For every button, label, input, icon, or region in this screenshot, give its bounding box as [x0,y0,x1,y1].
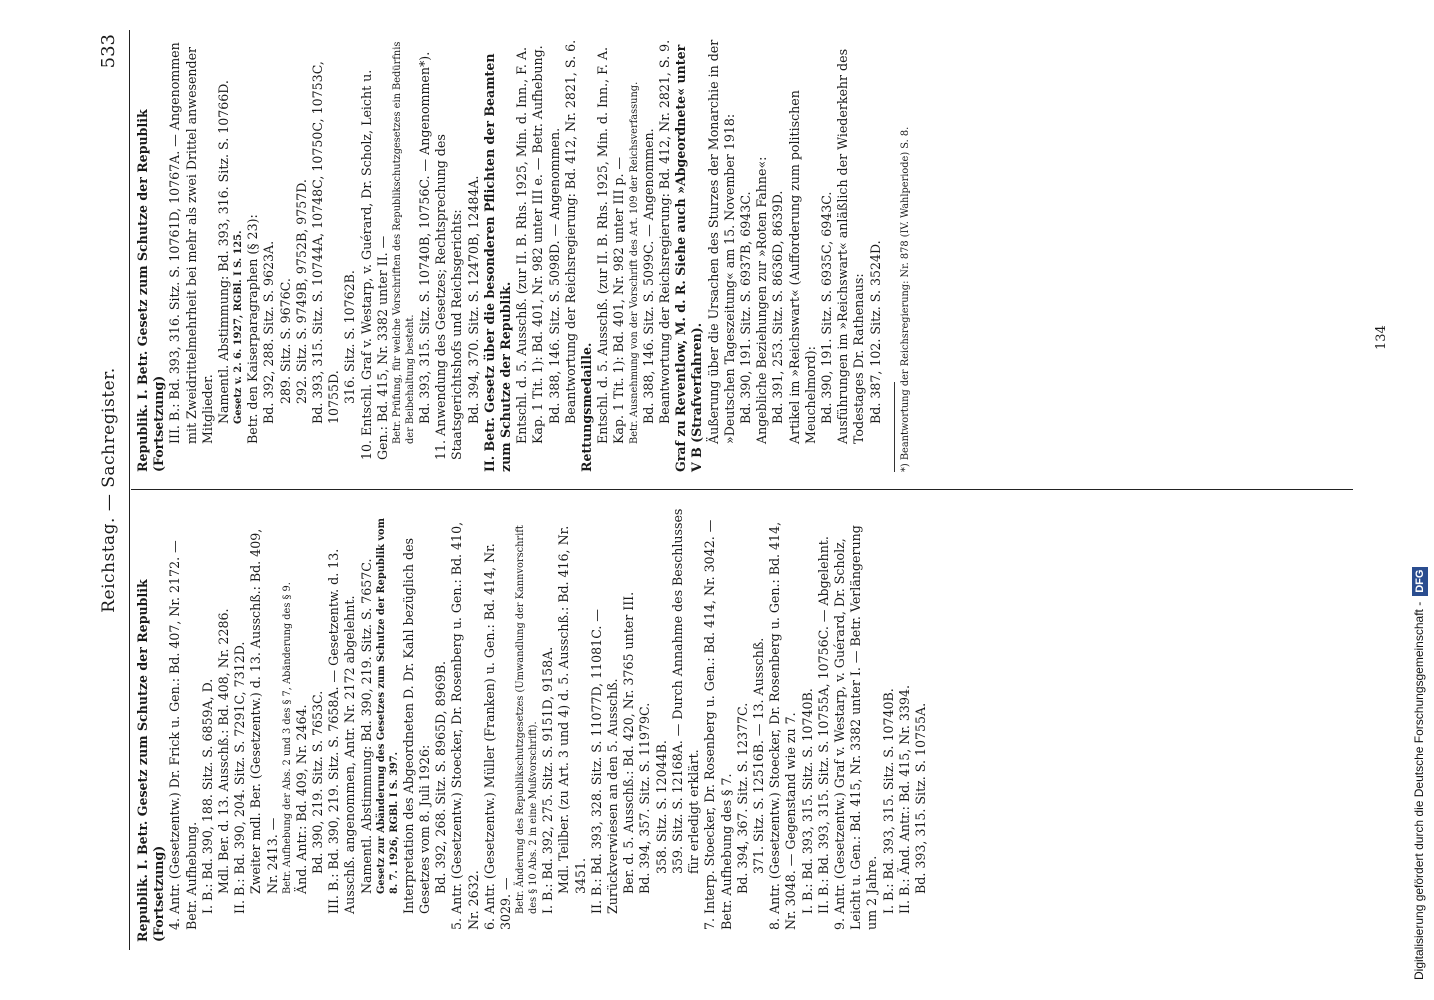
register-entry: 7. Interp. Stoecker, Dr. Rosenberg u. Gen.: Bd. 414, Nr. 3042. — Betr. Aufhebung des § 7. [702,519,734,930]
register-entry: Betr. Prüfung, für welche Vorschriften des Republikschutzgesetzes ein Bedürfnis der Beibehaltung besteht. [392,41,417,444]
register-entry: 11. Anwendung des Gesetzes; Rechtsprechung des Staatsgerichtshofs und Reichsgerichts: [433,134,465,460]
register-entry: II. Betr. Gesetz über die besonderen Pflichten der Beamten zum Schutze der Republik. [481,53,514,472]
credit-text: Digitalisierung gefördert durch die Deutsche Forschungsgemeinschaft - [1412,601,1426,980]
register-entry: 6. Antr. (Gesetzentw.) Müller (Franken) u. Gen.: Bd. 414, Nr. 3029. — [481,543,514,930]
register-entry: Graf zu Reventlow, M. d. R. Siehe auch »Abgeordnete« unter V B (Strafverfahren). [673,44,705,472]
register-entry: 292. Sitz. S. 9749B, 9752B, 9757D. [293,179,309,404]
register-entry: Bd. 394, 370. Sitz. S. 12470B, 12484A. [465,175,481,424]
register-entry: I. B.: Bd. 393, 315. Sitz. S. 10740B. [799,688,815,914]
register-entry: Namentl. Abstimmung: Bd. 393, 316. Sitz. S. 10766D. [216,80,232,424]
register-entry: Beantwortung der Reichsregierung: Bd. 412, Nr. 2821, S. 9. [656,39,672,424]
digitization-credit [1405,0,1433,980]
register-entry: Gesetz v. 2. 6. 1927, RGBl. I S. 125. [233,230,245,424]
register-entry: II. B.: Bd. 390, 204. Sitz. S. 7291C, 7312D. [232,641,248,914]
register-entry: 5. Antr. (Gesetzentw.) Stoecker, Dr. Rosenberg u. Gen.: Bd. 410, Nr. 2632. [449,521,481,930]
register-entry: Bd. 393, 315. Sitz. S. 10740B, 10756C. — Angenommen*). [417,51,433,424]
page-header [95,30,123,950]
register-entry: 10. Entschl. Graf v. Westarp, v. Guérard, Dr. Scholz, Leicht u. Gen.: Bd. 415, Nr. 3382 unter II. — [358,69,390,460]
footnote-rule [894,382,895,472]
register-entry: Bd. 391, 253. Sitz. S. 8636D, 8639D. [770,190,786,424]
register-entry: Betr. Änderung des Republikschutzgesetzes (Umwandlung der Kannvorschrift des § 10 Abs. 2 in eine Mußvorschrift). [515,525,540,914]
register-entry: Äußerung über die Ursachen des Sturzes der Monarchie in der »Deutschen Tageszeitung« am 15. November 1918: [705,39,737,444]
column-divider [131,489,1353,490]
register-entry: I. B.: Bd. 393, 315. Sitz. S. 10740B. [880,688,896,914]
register-entry: 359. Sitz. S. 12168A. — Durch Annahme des Beschlusses für erledigt erklärt. [669,508,702,874]
right-column [135,37,912,472]
register-entry: 9. Antr. (Gesetzentw.) Graf v. Westarp, v. Guérard, Dr. Scholz, Leicht u. Gen.: Bd. 415, Nr. 3382 unter I. — Betr. Verlängerung um 2 Jahre. [831,525,880,930]
register-entry: I. B.: Bd. 390, 188. Sitz. S. 6859A, D. [199,678,215,914]
register-entry: II. B.: Bd. 393, 328. Sitz. S. 11077D, 11081C. — Zurückverwiesen an den 5. Ausschß. [588,609,621,914]
register-entry: 289. Sitz. S. 9676C. [277,278,293,404]
register-entry: Bd. 393, 315. Sitz. S. 10744A, 10748C, 10750C, 10753C, 10755D. [310,61,342,424]
signature-mark: 134 [1374,325,1389,350]
register-entry: Bd. 390, 219. Sitz. S. 7653C. [310,690,326,874]
running-head: Reichstag. — Sachregister. [99,367,119,613]
register-entry: Bd. 393, 315. Sitz. S. 10755A. [912,702,928,894]
register-entry: Bd. 387, 102. Sitz. S. 3524D. [867,240,883,424]
register-entry: Republik. I. Betr. Gesetz zum Schutze der Republik (Fortsetzung) [135,109,167,472]
register-entry: Bd. 390, 191. Sitz. S. 6935C, 6943C. [818,191,834,424]
footnote: *) Beantwortung der Reichsregierung: Nr. 878 (IV. Wahlperiode) S. 8. [899,126,911,472]
register-entry: Mdl. Ber. d. 13. Ausschß.: Bd. 408, Nr. 2286. [216,608,232,894]
register-entry: 8. Antr. (Gesetzentw.) Stoecker, Dr. Rosenberg u. Gen.: Bd. 414, Nr. 3048. — Gegenstand wie zu 7. [767,521,799,930]
register-entry: Beantwortung der Reichsregierung: Bd. 412, Nr. 2821, S. 6. [562,39,578,424]
left-column [135,507,929,942]
register-entry: Betr. Aufhebung der Abs. 2 und 3 des § 7, Abänderung des § 9. [281,582,293,894]
register-entry: Entschl. d. 5. Ausschß. (zur II. B. Rhs. 1925, Min. d. Inn., F. A. Kap. 1 Tit. 1): Bd. 401, Nr. 982 unter III p. — [595,46,627,444]
page-number: 533 [98,34,119,69]
register-entry: II. B.: Änd. Antr.: Bd. 415, Nr. 3394. [896,685,912,914]
register-entry: Änd. Antr.: Bd. 409, Nr. 2464. [293,704,309,894]
register-entry: 358. Sitz. S. 12044B. [653,740,669,874]
register-entry: Bd. 388, 146. Sitz. S. 5098D. — Angenommen. [546,127,562,424]
register-entry: Bd. 388, 146. Sitz. S. 5099C. — Angenommen. [640,128,656,424]
register-entry: Bd. 392, 268. Sitz. S. 8965D, 8969B. [433,661,449,894]
register-entry: Interpretation des Abgeordneten D. Dr. Kahl bezüglich des Gesetzes vom 8. Juli 1926: [400,538,433,914]
register-entry: Ber. d. 5. Ausschß.: Bd. 420, Nr. 3765 unter III. [621,591,637,894]
register-entry: Bd. 394, 357. Sitz. S. 11979C. [637,702,653,894]
register-entry: II. B.: Bd. 393, 315. Sitz. S. 10755A, 10756C. — Abgelehnt. [815,536,831,914]
register-entry: Mdl. Teilber. (zu Art. 3 und 4) d. 5. Ausschß.: Bd. 416, Nr. 3451. [556,525,588,894]
register-entry: Republik. I. Betr. Gesetz zum Schutze der Republik (Fortsetzung) [135,579,167,942]
register-entry: III. B.: Bd. 390, 219. Sitz. S. 7658A. — Gesetzentw. d. 13. Ausschß. angenommen, Antr. Nr. 2172 abgelehnt. [326,548,358,914]
register-entry: Bd. 392, 288. Sitz. S. 9623A. [261,240,277,424]
register-entry: Entschl. d. 5. Ausschß. (zur II. B. Rhs. 1925, Min. d. Inn., F. A. Kap. 1 Tit. 1): Bd. 401, Nr. 982 unter III e. — Betr. Aufhebung. [514,45,546,444]
register-entry: 316. Sitz. S. 10762B. [342,270,358,404]
register-entry: Namentl. Abstimmung: Bd. 390, 219. Sitz. S. 7657C. [358,558,374,894]
register-entry: Gesetz zur Abänderung des Gesetzes zum Schutze der Republik vom 8. 7. 1926, RGBl. I S. 397. [375,518,400,894]
register-entry: Betr. Ausnehmung von der Vorschrift des Art. 109 der Reichsverfassung. [628,81,640,444]
register-entry: Angebliche Beziehungen zur »Roten Fahne«: [754,156,770,444]
register-entry: Rettungsmedaille. [579,342,595,472]
register-entry: Betr. den Kaiserparagraphen (§ 23): [245,214,261,444]
register-entry: Bd. 390, 191. Sitz. S. 6937B, 6943C. [737,191,753,424]
register-page [95,30,1395,950]
header-rule [129,30,130,950]
register-entry: Zweiter mdl. Ber. (Gesetzentw.) d. 13. Ausschß.: Bd. 409, Nr. 2413. — [248,528,280,894]
register-entry: Bd. 394, 367. Sitz. S. 12377C. [734,702,750,894]
register-entry: 371. Sitz. S. 12516B. — 13. Ausschß. [750,637,766,874]
register-entry: Artikel im »Reichswart« (Aufforderung zum politischen Meuchelmord): [786,90,818,444]
right-column-entries [135,37,884,472]
register-entry: III. B.: Bd. 393, 316. Sitz. S. 10761D, 10767A. — Angenommen mit Zweidrittelmehrheit bei mehr als zwei Drittel anwesender Mitglieder. [167,42,215,444]
register-entry: I. B.: Bd. 392, 275. Sitz. S. 9151D, 9158A. [540,646,556,914]
register-entry: 4. Antr. (Gesetzentw.) Dr. Frick u. Gen.: Bd. 407, Nr. 2172. — Betr. Aufhebung. [167,540,199,930]
register-entry: Ausführungen im »Reichswart« anläßlich der Wiederkehr des Todestages Dr. Rathenaus: [835,48,867,444]
dfg-logo: DFG [1412,567,1428,596]
